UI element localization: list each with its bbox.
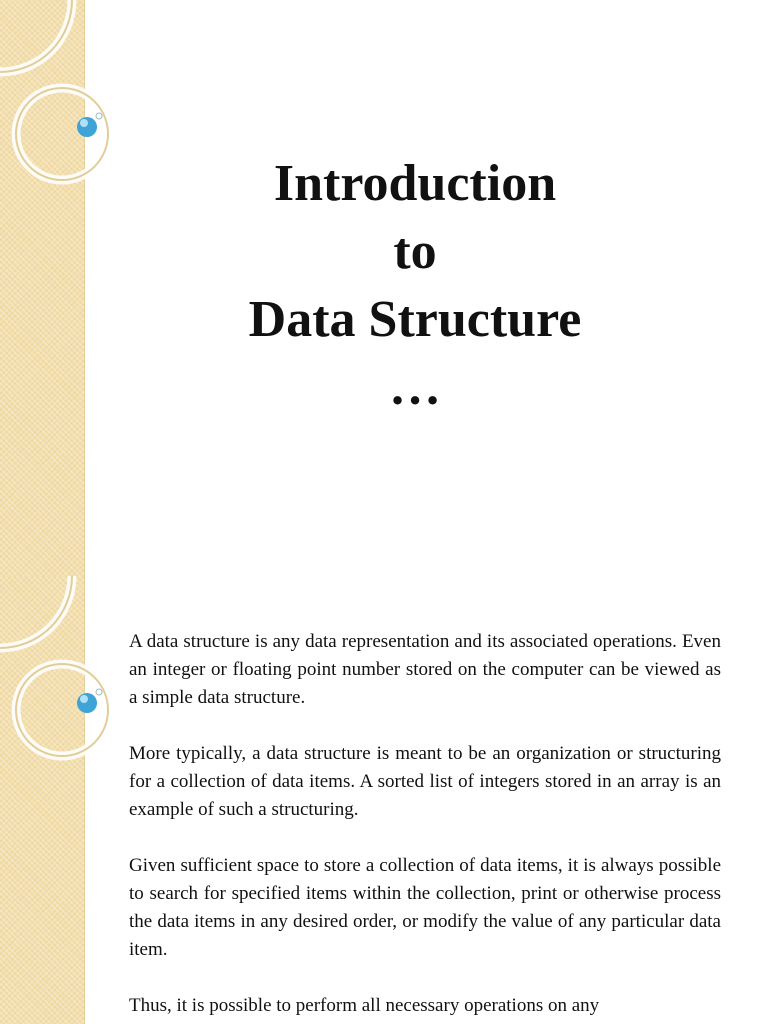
slide-title-heading: [160, 150, 670, 422]
blue-bead-icon: [77, 693, 97, 713]
paragraph: Thus, it is possible to perform all necessary operations on any: [129, 995, 600, 1016]
body-text: [129, 628, 721, 1024]
title-line: to: [393, 223, 437, 280]
decorative-ring-ornament-icon: [0, 576, 110, 776]
title-line: Introduction: [273, 155, 557, 212]
paragraph: More typically, a data structure is meant to be an organization or structuring for a collection of data items. A sorted list of integers stored in an array is an example of such a structuring.: [129, 743, 721, 820]
blue-bead-icon: [77, 117, 97, 137]
paragraph: A data structure is any data representation and its associated operations. Even an integer or floating point number stored on the computer can be viewed as a simple data structure.: [129, 631, 721, 708]
title-line: Data Structure: [248, 291, 582, 348]
title-line: …: [389, 359, 441, 416]
decorative-ring-ornament-icon: [0, 0, 110, 200]
slide-body: [0, 576, 768, 1024]
paragraph: Given sufficient space to store a collection of data items, it is always possible to search for specified items within the collection, print or otherwise process the data items in any desired order, or modify the value of any particular data item.: [129, 855, 721, 960]
